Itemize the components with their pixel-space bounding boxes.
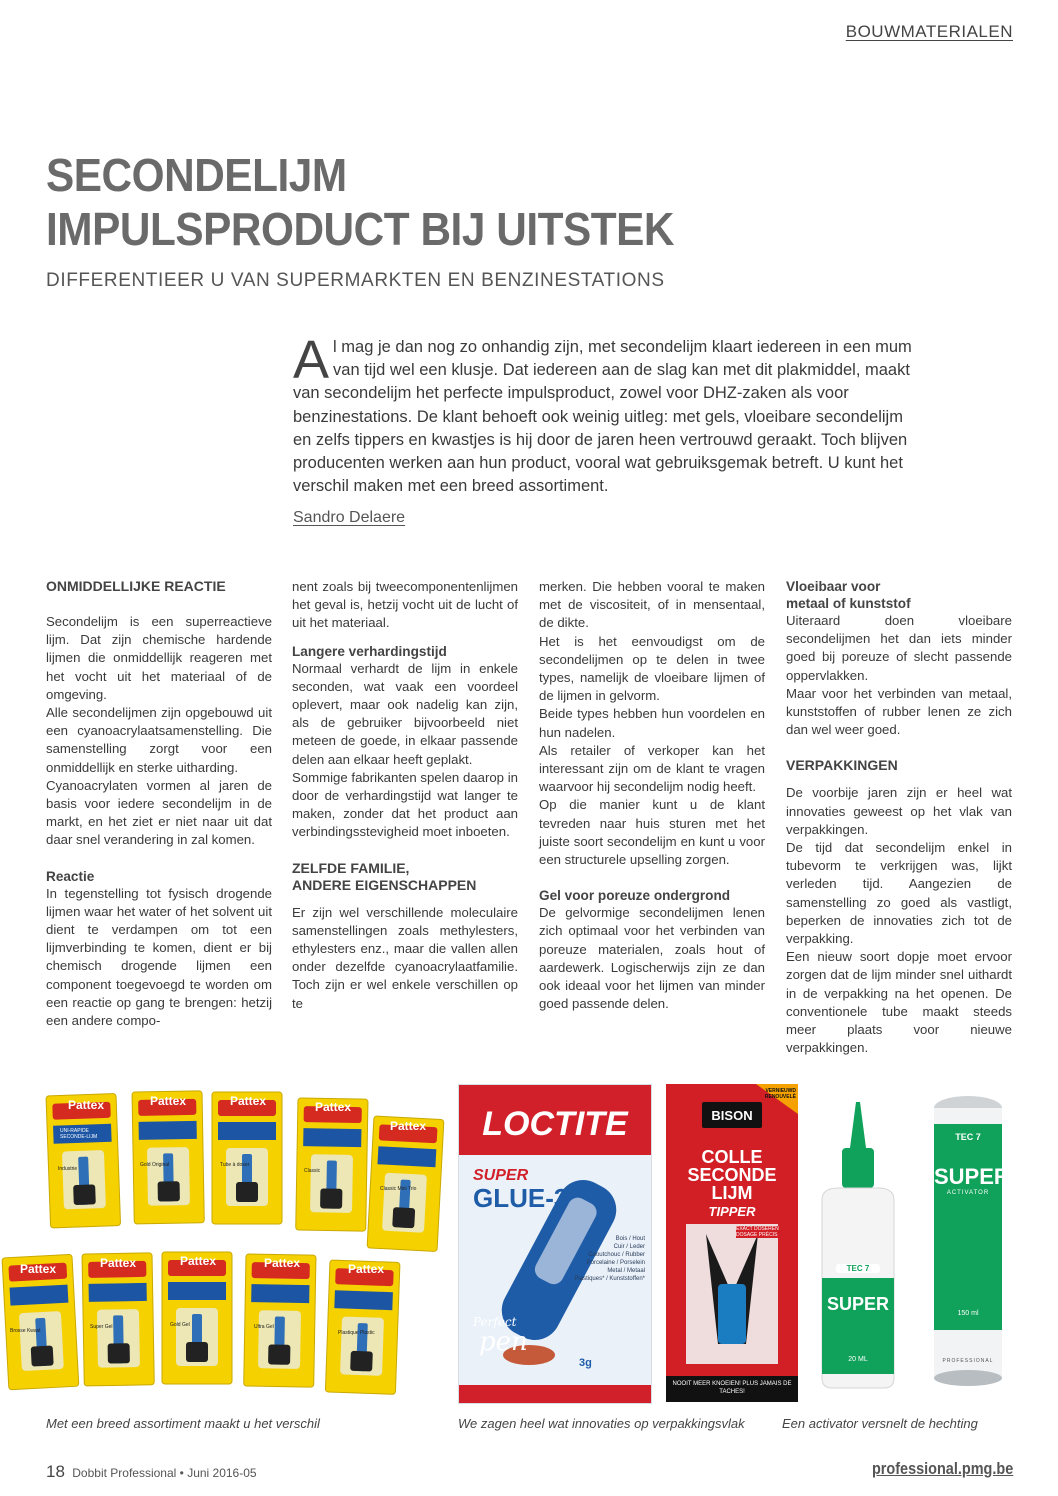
paragraph: Alle secondelijmen zijn opgebouwd uit een cyanoacrylaatsamenstelling. Die samenstelling zorgt voor een onmiddellijk en sterke uitharding. [46, 705, 272, 775]
pattex-brand-label: Pattex [229, 1094, 267, 1108]
pattex-brand-label: Pattex [347, 1262, 385, 1276]
pattex-brand-label: Pattex [389, 1119, 427, 1133]
bison-brand: BISON [711, 1108, 753, 1123]
intro-text: l mag je dan nog zo onhandig zijn, met secondelijm klaart iedereen in een mum van tijd wel een klusje. Dat iedereen aan de slag kan met dit plakmiddel, maakt van secondelijm het perfecte impulsproduct, zowel voor DHZ-zaken als voor benzinestations. De klant behoeft ook weinig uitleg: met gels, vloeibare secondelijm en zelfs tippers en kwastjes is hij door de jaren heen vertrouwd geraakt. Toch blijven producenten werken aan hun product, vooral wat gebruiksgemak betreft. U kunt het verschil maken met een breed assortiment. [293, 338, 912, 496]
paragraph: nent zoals bij tweecomponentenlijmen het geval is, hetzij vocht uit de lucht of uit het materiaal. [292, 579, 518, 631]
title-line-1: SECONDELIJM [46, 149, 347, 201]
pattex-brand-label: Pattex [149, 1094, 187, 1108]
intro-paragraph [293, 330, 913, 498]
tec7-can-super: SUPER [934, 1164, 1010, 1189]
paragraph: De voorbije jaren zijn er heel wat innovaties geweest op het vlak van verpakkingen. [786, 785, 1012, 837]
paragraph: Maar voor het verbinden van metaal, kunststoffen of rubber lenen ze zich dan wel weer goed. [786, 685, 1012, 738]
tec7-can-professional: PROFESSIONAL [942, 1358, 994, 1364]
loctite-super: SUPER [473, 1167, 529, 1184]
pattex-brand-label: Pattex [314, 1100, 352, 1114]
loctite-product-photo [458, 1084, 652, 1404]
article-title [46, 148, 674, 256]
footer-url-link[interactable]: professional.pmg.be [871, 1459, 1013, 1478]
loctite-materials: Bois / Hout Cuir / Leder Caoutchouc / Rubber Porcelaine / Porselein Metal / Metaal Plastiques* / Kunststoffen* [574, 1236, 645, 1282]
pattex-variant-label: Classic [304, 1168, 321, 1174]
publication-info: Dobbit Professional • Juni 2016-05 [72, 1466, 257, 1480]
pattex-variant-label: Gold Gel [170, 1322, 190, 1328]
paragraph: Beide types hebben hun voordelen en hun nadelen. [539, 706, 765, 740]
pattex-variant-label: Ultra Gel [254, 1324, 274, 1330]
tec7-bottle-super: SUPER [826, 1294, 889, 1314]
heading-langere-verhardingstijd: Langere verhardingstijd [292, 643, 447, 659]
caption-innovations: We zagen heel wat innovaties op verpakkingsvlak [458, 1416, 745, 1431]
heading-vloeibaar: Vloeibaar voor metaal of kunststof [786, 579, 911, 611]
bison-product-photo [666, 1084, 798, 1402]
pattex-variant-label: Industrie [58, 1166, 78, 1172]
loctite-brand: LOCTITE [482, 1105, 628, 1143]
tec7-can-volume: 150 ml [957, 1310, 979, 1317]
caption-pattex: Met een breed assortiment maakt u het verschil [46, 1416, 320, 1431]
pattex-variant-label: Super Gel [90, 1324, 113, 1330]
pattex-brand-label: Pattex [19, 1262, 57, 1276]
tec7-product-photo [808, 1088, 1026, 1392]
paragraph: Het is het eenvoudigst om de secondelijmen op te delen in twee types, namelijk de vloeibare lijmen of de lijmen in gelvorm. [539, 633, 765, 704]
paragraph: Normaal verhardt de lijm in enkele seconden, wat vaak een voordeel oplevert, maar ook nadelig kan zijn, als de gebruiker bijvoorbeeld niet meteen de goede, in elkaar passende delen aan elkaar heeft geplakt. [292, 660, 518, 767]
bison-tag: EXACT DOSEREN DOSAGE PRÉCIS [736, 1226, 792, 1238]
paragraph: Als retailer of verkoper kan het interessant zijn om de klant te vragen waarvoor hij secondelijm nodig heeft. [539, 742, 765, 795]
loctite-pen: pen [479, 1327, 528, 1357]
caption-activator: Een activator versnelt de hechting [782, 1416, 978, 1431]
tec7-bottle-logo: TEC 7 [836, 1264, 880, 1273]
pattex-brand-label: Pattex [263, 1256, 301, 1270]
paragraph: De tijd dat secondelijm enkel in tubevorm te verkrijgen was, lijkt verleden tijd. Aangezien de samenstelling zo goed als vastligt, beperken de innovaties zich tot de verpakking. [786, 840, 1012, 947]
paragraph: Secondelijm is een superreactieve lijm. Dat zijn chemische hardende lijmen die onmiddellijk reageren met het vocht uit het materiaal of de omgeving. [46, 614, 272, 702]
paragraph: Sommige fabrikanten spelen daarop in door de verhardingstijd wat langer te maken, zonder dat het product aan verbindingsstevigheid moet inboeten. [292, 769, 518, 840]
loctite-weight: 3g [579, 1357, 592, 1369]
bison-bottom-text: NOOIT MEER KNOEIEN! PLUS JAMAIS DE TACHES! [672, 1381, 792, 1395]
tec7-can-activator: ACTIVATOR [946, 1190, 990, 1196]
column-4 [786, 578, 1012, 1057]
paragraph: De gelvormige secondelijmen lenen zich optimaal voor het verbinden van poreuze materialen, zoals hout of aardewerk. Logischerwijs zijn ze dan ook ideaal voor het lijmen van minder goed passende delen. [539, 905, 765, 1012]
heading-zelfde-familie: ZELFDE FAMILIE, ANDERE EIGENSCHAPPEN [292, 859, 477, 893]
paragraph: Uiteraard doen vloeibare secondelijmen het dan iets minder goed bij poreuze of slecht passende oppervlakken. [786, 613, 1012, 683]
bison-seconde: SECONDE [687, 1165, 777, 1185]
paragraph: Op die manier kunt u de klant tevreden naar huis sturen met het juiste soort secondelijm en kunt u voor een structurele upselling zorgen. [539, 797, 765, 868]
tec7-bottle-volume: 20 ML [848, 1356, 868, 1363]
column-3 [539, 578, 765, 1013]
pattex-brand-label: Pattex [67, 1098, 105, 1112]
bison-tipper: TIPPER [708, 1204, 756, 1219]
pattex-brand-label: Pattex [99, 1256, 137, 1270]
pattex-variant-label: Brosse Kwast [10, 1328, 41, 1334]
bison-lijm: LIJM [711, 1183, 753, 1203]
paragraph: Een nieuw soort dopje moet ervoor zorgen dat de lijm minder snel uithardt in de verpakking na het openen. De conventionele tube maakt steeds meer plaats voor nieuwe verpakkingen. [786, 949, 1012, 1056]
pattex-brand-label: Pattex [179, 1254, 217, 1268]
heading-onmiddellijke-reactie: ONMIDDELLIJKE REACTIE [46, 578, 226, 594]
pattex-variant-label: Gold Original [140, 1162, 170, 1168]
pattex-variant-label: Classic Mini Trio [380, 1186, 417, 1192]
paragraph: Er zijn wel verschillende moleculaire samenstellingen zoals methylesters, ethylesters enz., maar die vallen allen onder dezelfde cyanoacrylaatfamilie. Toch zijn er wel enkele verschillen op te [292, 904, 518, 1011]
heading-reactie: Reactie [46, 868, 95, 884]
section-tag: BOUWMATERIALEN [845, 22, 1013, 41]
footer-publication [46, 1462, 257, 1482]
loctite-glue3: GLUE-3 [473, 1183, 569, 1213]
pattex-variant-label: Plastique Plastic [338, 1330, 375, 1336]
loctite-perfect: Perfect [473, 1315, 517, 1329]
page-number: 18 [46, 1462, 65, 1481]
column-1 [46, 578, 272, 1030]
tec7-can-logo: TEC 7 [955, 1132, 981, 1142]
pattex-sub-label: UNI-RAPIDE SECONDE-LIJM [60, 1128, 98, 1140]
bison-banner: VERNIEUWD RENOUVELÉ [764, 1088, 796, 1100]
paragraph: Cyanoacrylaten vormen al jaren de basis voor iedere secondelijm in de markt, en het ziet er niet naar uit dat daar snel verandering in zal komen. [46, 777, 272, 848]
paragraph: In tegenstelling tot fysisch drogende lijmen waar het water of het solvent uit dient te verdampen om tot een lijmverbinding te komen, dient er bij chemisch drogende lijmen een component toegevoegd te worden om een reactie op gang te brengen: hetzij een andere compo- [46, 885, 272, 1029]
paragraph: merken. Die hebben vooral te maken met de viscositeit, of in mensentaal, de dikte. [539, 579, 765, 631]
article-subtitle: DIFFERENTIEER U VAN SUPERMARKTEN EN BENZINESTATIONS [46, 270, 665, 291]
title-line-2: IMPULSPRODUCT BIJ UITSTEK [46, 203, 675, 255]
column-2 [292, 578, 518, 1013]
heading-verpakkingen: VERPAKKINGEN [786, 757, 898, 774]
drop-cap: A [293, 330, 330, 390]
author-name: Sandro Delaere [293, 509, 406, 526]
pattex-variant-label: Tube à doser [220, 1162, 250, 1168]
pattex-product-photo [0, 1088, 450, 1408]
heading-gel-poreuze-ondergrond: Gel voor poreuze ondergrond [539, 888, 731, 904]
bison-colle: COLLE [701, 1147, 763, 1167]
